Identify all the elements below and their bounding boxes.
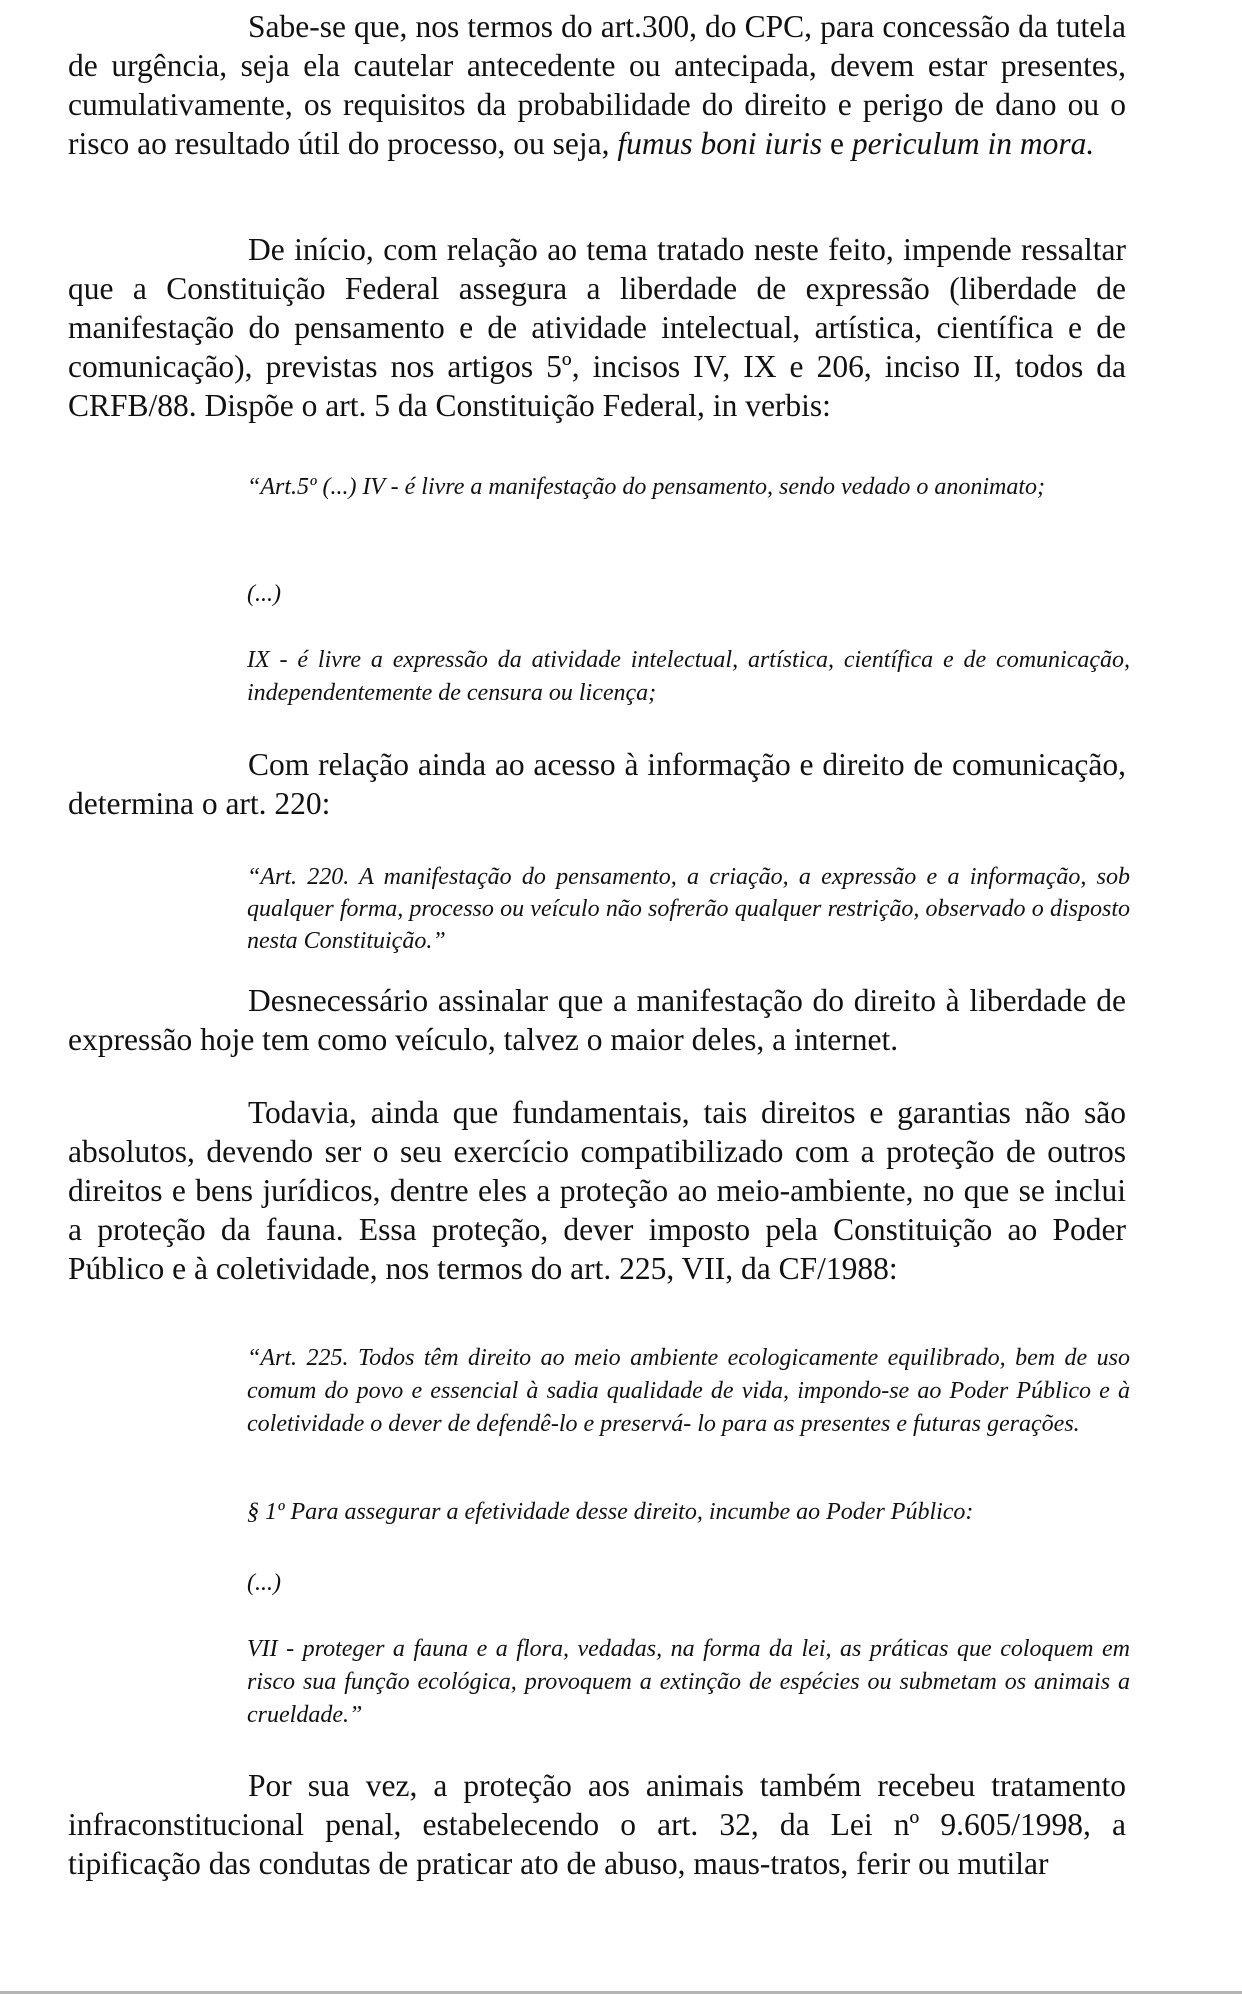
latin-term-periculum: periculum in mora. bbox=[851, 126, 1095, 161]
paragraph-text-connector: e bbox=[822, 126, 852, 161]
latin-term-fumus: fumus boni iuris bbox=[617, 126, 823, 161]
paragraph-fauna: Todavia, ainda que fundamentais, tais direitos e garantias não são absolutos, devendo ser o seu exercício compatibilizado com a proteção de outros direitos e bens jurídicos, dentre eles a proteção ao meio-ambiente, no que se inclui a proteção da fauna. Essa proteção, dever imposto pela Constituição ao Poder Público e à coletividade, nos termos do art. 225, VII, da CF/1988: bbox=[68, 1095, 1126, 1286]
quote-art225-vii: VII - proteger a fauna e a flora, vedadas, na forma da lei, as práticas que coloquem em risco sua função ecológica, provoquem a extinção de espécies ou submetam os animais a crueldade.” bbox=[247, 1636, 1130, 1728]
paragraph-liberdade-expressao: De início, com relação ao tema tratado neste feito, impende ressaltar que a Constituição Federal assegura a liberdade de expressão (liberdade de manifestação do pensamento e de atividade intelectual, artística, científica e de comunicação), previstas nos artigos 5º, incisos IV, IX e 206, inciso II, todos da CRFB/88. Dispõe o art. 5 da Constituição Federal, in verbis: bbox=[68, 232, 1126, 423]
paragraph-acesso-informacao: Com relação ainda ao acesso à informação e direito de comunicação, determina o art. 220: bbox=[68, 747, 1126, 821]
paragraph-text: Sabe-se que, nos termos do art.300, do CPC, para concessão da tutela de urgência, seja ela cautelar antecedente ou antecipada, devem estar presentes, cumulativamente, os requisitos da probabilidade do direito e perigo de dano ou o risco ao resultado útil do processo, ou seja, bbox=[68, 9, 1126, 161]
paragraph-internet: Desnecessário assinalar que a manifestação do direito à liberdade de expressão hoje tem como veículo, talvez o maior deles, a internet. bbox=[68, 983, 1126, 1057]
quote-art225-caput: “Art. 225. Todos têm direito ao meio ambiente ecologicamente equilibrado, bem de uso comum do povo e essencial à sadia qualidade de vida, impondo-se ao Poder Público e à coletividade o dever de defendê-lo e preservá- lo para as presentes e futuras gerações. bbox=[247, 1345, 1130, 1437]
quote-art225-paragraph1: § 1º Para assegurar a efetividade desse direito, incumbe ao Poder Público: bbox=[247, 1499, 974, 1525]
quote-art225-ellipsis: (...) bbox=[247, 1570, 281, 1596]
quote-art5-iv: “Art.5º (...) IV - é livre a manifestação do pensamento, sendo vedado o anonimato; bbox=[247, 474, 1045, 500]
paragraph-lei-9605: Por sua vez, a proteção aos animais também recebeu tratamento infraconstitucional penal, estabelecendo o art. 32, da Lei nº 9.605/1998, a tipificação das condutas de praticar ato de abuso, maus-tratos, ferir ou mutilar bbox=[68, 1768, 1126, 1881]
quote-art5-ellipsis: (...) bbox=[247, 581, 281, 607]
quote-art220: “Art. 220. A manifestação do pensamento, a criação, a expressão e a informação, sob qualquer forma, processo ou veículo não sofrerão qualquer restrição, observado o disposto nesta Constituição.” bbox=[247, 864, 1130, 954]
quote-art5-ix: IX - é livre a expressão da atividade intelectual, artística, científica e de comunicação, independentemente de censura ou licença; bbox=[247, 647, 1130, 706]
paragraph-tutela-urgencia bbox=[68, 7, 1126, 163]
